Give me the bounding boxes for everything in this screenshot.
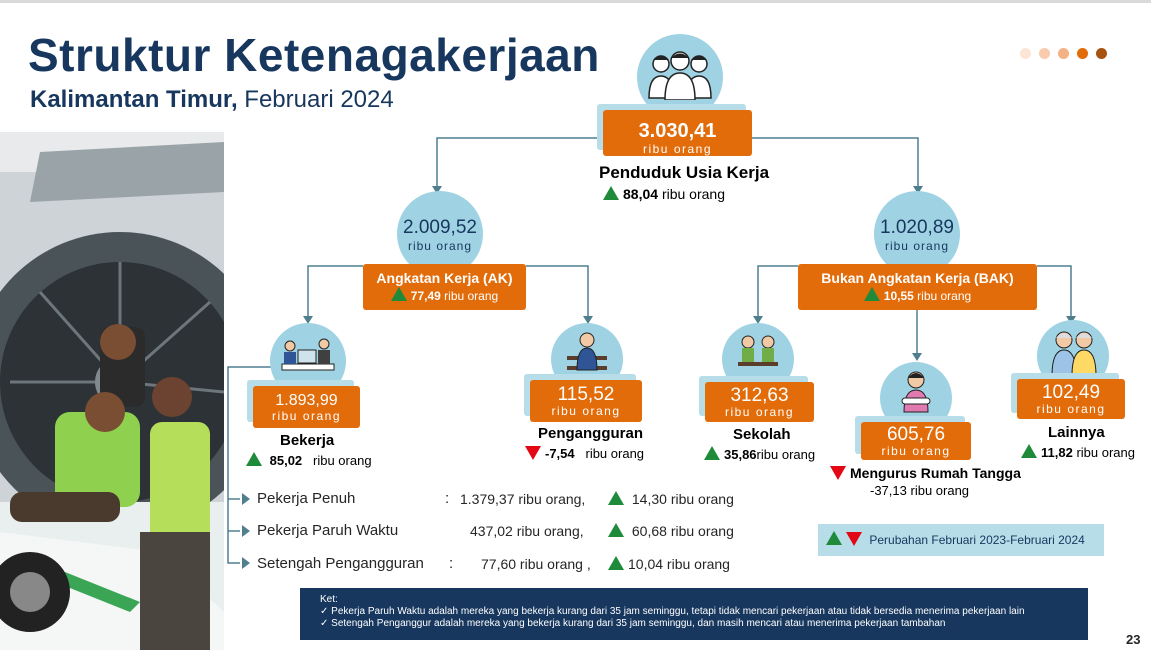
notes-title: Ket:: [320, 594, 338, 605]
sekolah-unit: ribu orang: [724, 405, 795, 419]
puk-box: [603, 110, 752, 156]
elderly-couple-icon: [1046, 328, 1102, 376]
mrt-unit: ribu orang: [881, 444, 951, 458]
up-arrow-icon: [603, 186, 619, 200]
bak-change-value: 10,55: [883, 289, 914, 303]
pengangguran-box: [530, 380, 642, 422]
page-title: Struktur Ketenagakerjaan: [28, 29, 600, 81]
detail-change-part: [608, 523, 734, 539]
down-arrow-icon: [846, 532, 862, 546]
sekolah-change: [704, 446, 815, 462]
note-underemployed: Setengah Penganggur adalah mereka yang bekerja kurang dari 35 jam seminggu, dan masih mencari atau menerima pekerjaan tambahan: [331, 618, 946, 629]
puk-change: [603, 186, 725, 202]
bak-box: [798, 264, 1037, 310]
ak-value: 2.009,52: [403, 217, 477, 238]
lainnya-value: 102,49: [1041, 382, 1101, 403]
puk-value: 3.030,41: [638, 120, 717, 142]
sekolah-label: Sekolah: [733, 426, 791, 443]
detail-sep-full: :: [445, 490, 450, 507]
detail-value-under: 77,60 ribu orang ,: [481, 556, 591, 572]
mrt-change-value: -37,13: [870, 483, 907, 498]
people-group-icon: [647, 50, 713, 100]
puk-unit: ribu orang: [642, 142, 713, 156]
detail-sep-under: :: [449, 555, 454, 572]
lainnya-change: [1021, 444, 1135, 460]
ak-box: [363, 264, 526, 310]
mrt-label: Mengurus Rumah Tangga: [850, 465, 1021, 481]
up-arrow-icon: [608, 491, 624, 505]
up-arrow-icon: [608, 523, 624, 537]
mrt-change-unit: ribu orang: [910, 483, 970, 498]
up-arrow-icon: [704, 446, 720, 460]
ak-change-value: 77,49: [410, 289, 441, 303]
ak-label: Angkatan Kerja (AK): [376, 270, 513, 286]
lainnya-change-value: 11,82: [1041, 445, 1073, 460]
bekerja-value: 1.893,99: [275, 392, 338, 409]
homemaker-icon: [892, 368, 940, 416]
puk-change-unit: ribu orang: [661, 186, 725, 202]
lainnya-unit: ribu orang: [1036, 402, 1106, 416]
detail-label-full: Pekerja Penuh: [257, 490, 356, 507]
students-icon: [734, 330, 782, 378]
pengangguran-value: 115,52: [557, 384, 615, 405]
bak-circle-text: [874, 217, 960, 253]
ak-circle-text: [397, 217, 483, 253]
sekolah-change-unit: ribu orang: [756, 447, 816, 462]
pengangguran-change-value: -7,54: [545, 446, 575, 461]
note-item: ✓ Pekerja Paruh Waktu adalah mereka yang bekerja kurang dari 35 jam seminggu, tetapi tidak mencari pekerjaan atau tidak bersedia menerima pekerjaan lain: [320, 606, 1025, 617]
bekerja-unit: ribu orang: [271, 409, 342, 423]
lainnya-change-unit: ribu orang: [1076, 445, 1135, 460]
up-arrow-icon: [864, 287, 880, 301]
bekerja-change: [246, 452, 372, 468]
sekolah-box: [705, 382, 814, 422]
detail-change-full-text: 14,30 ribu orang: [631, 491, 734, 507]
detail-change-under: [608, 556, 730, 572]
mrt-label-row: [830, 465, 1021, 481]
bekerja-box: [253, 386, 360, 428]
lainnya-box: [1017, 379, 1125, 419]
detail-change-under-text: 10,04 ribu orang: [628, 556, 730, 572]
up-arrow-icon: [826, 531, 842, 545]
mrt-value: 605,76: [886, 424, 946, 445]
pengangguran-unit: ribu orang: [551, 404, 621, 418]
detail-label-under: Setengah Pengangguran: [257, 555, 424, 572]
detail-value-part: 437,02 ribu orang,: [470, 523, 584, 539]
note-item: ✓ Setengah Penganggur adalah mereka yang bekerja kurang dari 35 jam seminggu, dan masih mencari atau menerima pekerjaan tambahan: [320, 618, 946, 629]
ak-unit: ribu orang: [407, 239, 473, 253]
up-arrow-icon: [391, 287, 407, 301]
page-number: 23: [1126, 632, 1141, 647]
pengangguran-change-unit: ribu orang: [585, 446, 645, 461]
bak-unit: ribu orang: [884, 239, 950, 253]
bekerja-change-value: 85,02: [269, 453, 303, 468]
detail-change-part-text: 60,68 ribu orang: [631, 523, 734, 539]
legend-text: Perubahan Februari 2023-Februari 2024: [869, 533, 1085, 547]
ak-change: [363, 287, 526, 305]
puk-label: Penduduk Usia Kerja: [599, 163, 770, 182]
detail-label-part: Pekerja Paruh Waktu: [257, 522, 399, 539]
bak-change: [798, 287, 1037, 305]
office-workers-icon: [280, 334, 336, 378]
puk-change-value: 88,04: [623, 186, 659, 202]
down-arrow-icon: [830, 466, 846, 480]
bak-value: 1.020,89: [880, 217, 954, 238]
up-arrow-icon: [608, 556, 624, 570]
sad-person-icon: [563, 330, 611, 380]
legend-box: [818, 524, 1104, 556]
detail-value-full: 1.379,37 ribu orang,: [460, 491, 586, 507]
ak-change-unit: ribu orang: [444, 289, 499, 303]
bekerja-change-unit: ribu orang: [313, 453, 372, 468]
down-arrow-icon: [525, 446, 541, 460]
pengangguran-label: Pengangguran: [538, 425, 644, 442]
mrt-change: [870, 483, 969, 498]
subtitle-region: Kalimantan Timur,: [30, 86, 238, 113]
mrt-box: [861, 422, 971, 460]
bak-label: Bukan Angkatan Kerja (BAK): [821, 270, 1014, 286]
subtitle-period: Februari 2024: [244, 86, 394, 113]
note-part-time: Pekerja Paruh Waktu adalah mereka yang bekerja kurang dari 35 jam seminggu, tetapi tidak mencari pekerjaan atau tidak bersedia menerima pekerjaan lain: [331, 606, 1025, 617]
bak-change-unit: ribu orang: [917, 289, 972, 303]
up-arrow-icon: [246, 452, 262, 466]
bekerja-label: Bekerja: [280, 432, 335, 449]
pengangguran-change: [525, 446, 644, 461]
detail-change-full: [608, 491, 734, 507]
sekolah-change-value: 35,86: [724, 447, 757, 462]
up-arrow-icon: [1021, 444, 1037, 458]
notes-box: [300, 588, 1088, 640]
lainnya-label: Lainnya: [1048, 424, 1105, 441]
sekolah-value: 312,63: [730, 385, 789, 406]
